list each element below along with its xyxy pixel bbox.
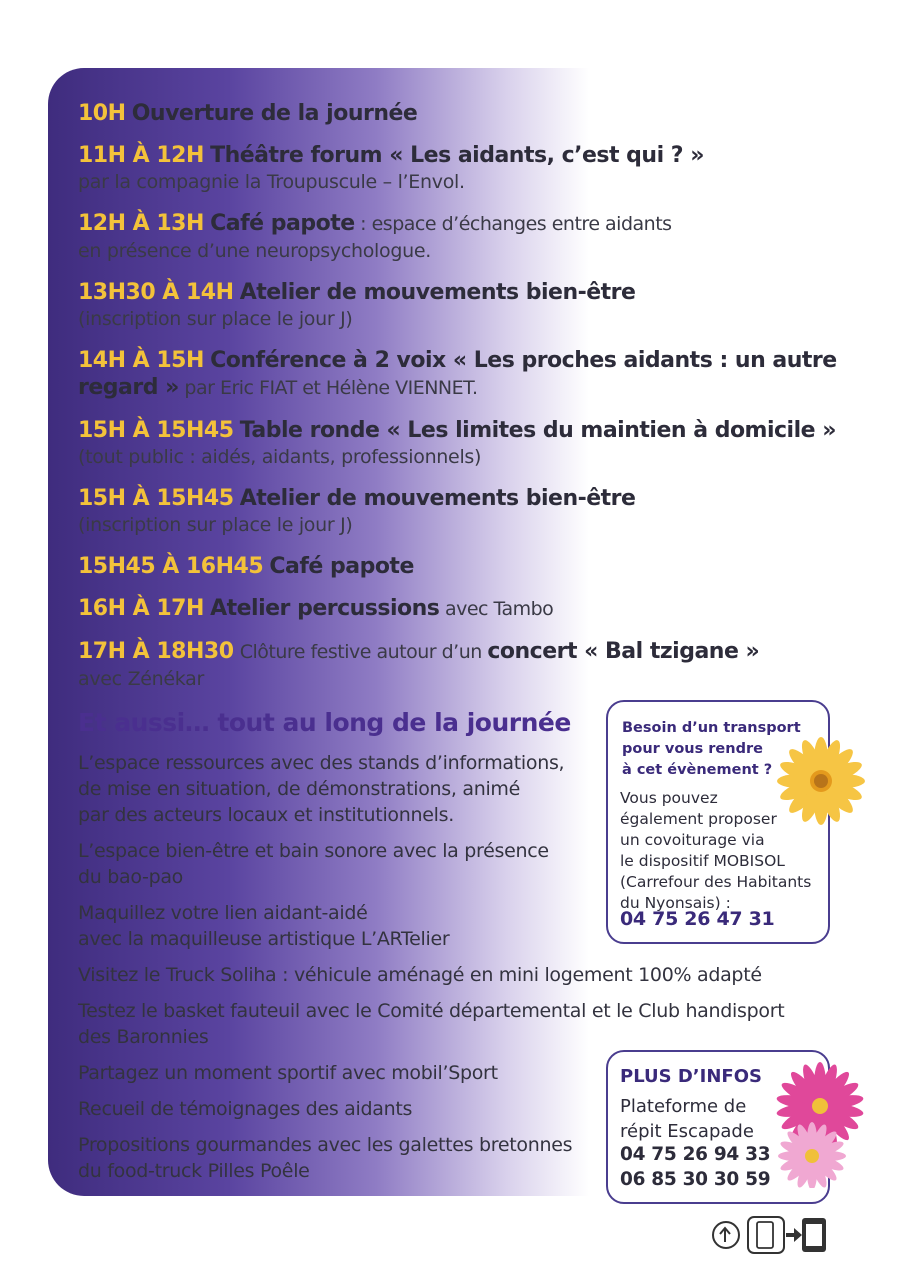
event-description: par Eric FIAT et Hélène VIENNET. <box>178 377 478 399</box>
program-event <box>78 279 818 332</box>
event-title: Café papote <box>210 211 355 236</box>
program-event <box>78 347 837 402</box>
aussi-item <box>78 998 798 1050</box>
aussi-item-line: par des acteurs locaux et institutionnels. <box>78 804 454 826</box>
program-event <box>78 142 818 195</box>
aussi-item-line: Partagez un moment sportif avec mobil’Sport <box>78 1062 498 1084</box>
aussi-item-line: L’espace ressources avec des stands d’informations, <box>78 752 565 774</box>
event-title: Atelier de mouvements bien-être <box>239 280 636 305</box>
event-time: 15H45 À 16H45 <box>78 554 264 579</box>
event-title: Table ronde « Les limites du maintien à domicile » <box>239 418 836 443</box>
program-event <box>78 638 818 692</box>
event-title: Théâtre forum « Les aidants, c’est qui ? » <box>210 143 704 168</box>
event-title: Conférence à 2 voix « Les proches aidants : un autre <box>210 348 837 373</box>
program-event <box>78 485 818 538</box>
more-info-phone-1: 04 75 26 94 33 <box>620 1144 771 1165</box>
event-subtitle: en présence d’une neuropsychologue. <box>78 240 431 262</box>
aussi-item-line: Recueil de témoignages des aidants <box>78 1098 413 1120</box>
more-info-phone-2: 06 85 30 30 59 <box>620 1169 771 1190</box>
event-line <box>78 347 837 374</box>
aussi-item-line: des Baronnies <box>78 1026 209 1048</box>
aussi-heading: Et aussi… tout au long de la journée <box>78 708 571 737</box>
event-time: 17H À 18H30 <box>78 639 234 664</box>
aussi-item-line: Maquillez votre lien aidant-aidé <box>78 902 368 924</box>
event-line <box>78 595 818 623</box>
event-line <box>78 279 818 306</box>
yellow-flower-icon <box>774 734 868 828</box>
recycling-logo-icon <box>710 1212 832 1258</box>
aussi-item-line: avec la maquilleuse artistique L’ARTelier <box>78 928 450 950</box>
aussi-item-line: du bao-pao <box>78 866 184 888</box>
event-title: Café papote <box>269 554 414 579</box>
event-time: 12H À 13H <box>78 211 204 236</box>
event-line <box>78 100 818 127</box>
event-time: 15H À 15H45 <box>78 486 234 511</box>
event-line <box>78 210 818 238</box>
transport-question: Besoin d’un transport pour vous rendre à cet évènement ? <box>622 720 801 778</box>
event-line <box>78 553 818 580</box>
event-time: 14H À 15H <box>78 348 204 373</box>
event-title: Atelier percussions <box>210 596 440 621</box>
program-list <box>78 100 837 707</box>
aussi-item-line: du food-truck Pilles Poêle <box>78 1160 310 1182</box>
event-subtitle: avec Zénékar <box>78 668 205 690</box>
aussi-item-line: Visitez le Truck Soliha : véhicule aménagé en mini logement 100% adapté <box>78 964 762 986</box>
program-event <box>78 417 836 470</box>
transport-phone: 04 75 26 47 31 <box>620 908 775 930</box>
event-line <box>78 485 818 512</box>
event-title: concert « Bal tzigane » <box>487 639 760 664</box>
event-description: Clôture festive autour d’un <box>239 641 488 663</box>
event-time: 16H À 17H <box>78 596 204 621</box>
event-time: 10H <box>78 101 126 126</box>
program-event <box>78 553 818 580</box>
event-subtitle: (inscription sur place le jour J) <box>78 514 353 536</box>
event-subtitle: (inscription sur place le jour J) <box>78 308 353 330</box>
event-time: 15H À 15H45 <box>78 418 234 443</box>
event-line <box>78 374 818 402</box>
transport-text: Vous pouvez également proposer un covoiturage via le dispositif MOBISOL (Carrefour des Habitants du Nyonsais) : <box>620 789 812 912</box>
aussi-item-line: Testez le basket fauteuil avec le Comité départemental et le Club handisport <box>78 1000 785 1022</box>
event-time: 13H30 À 14H <box>78 280 234 305</box>
event-line <box>78 417 836 444</box>
event-subtitle: par la compagnie la Troupuscule – l’Envol. <box>78 171 465 193</box>
event-title: Atelier de mouvements bien-être <box>239 486 636 511</box>
event-line <box>78 142 818 169</box>
more-info-text: Plateforme de répit Escapade <box>620 1096 754 1142</box>
event-subtitle: (tout public : aidés, aidants, professionnels) <box>78 446 482 468</box>
aussi-item-line: Propositions gourmandes avec les galettes bretonnes <box>78 1134 573 1156</box>
event-time: 11H À 12H <box>78 143 204 168</box>
event-title: Ouverture de la journée <box>131 101 418 126</box>
aussi-item-line: de mise en situation, de démonstrations, animé <box>78 778 521 800</box>
event-line <box>78 638 818 666</box>
program-event <box>78 595 818 623</box>
program-event <box>78 210 818 264</box>
event-title: regard » <box>78 375 179 400</box>
event-description: : espace d’échanges entre aidants <box>354 213 672 235</box>
aussi-item-line: L’espace bien-être et bain sonore avec la présence <box>78 840 549 862</box>
aussi-item <box>78 962 798 988</box>
pink-flowers-icon <box>768 1060 872 1188</box>
event-description: avec Tambo <box>439 598 554 620</box>
more-info-heading: PLUS D’INFOS <box>620 1066 762 1087</box>
program-event <box>78 100 818 127</box>
